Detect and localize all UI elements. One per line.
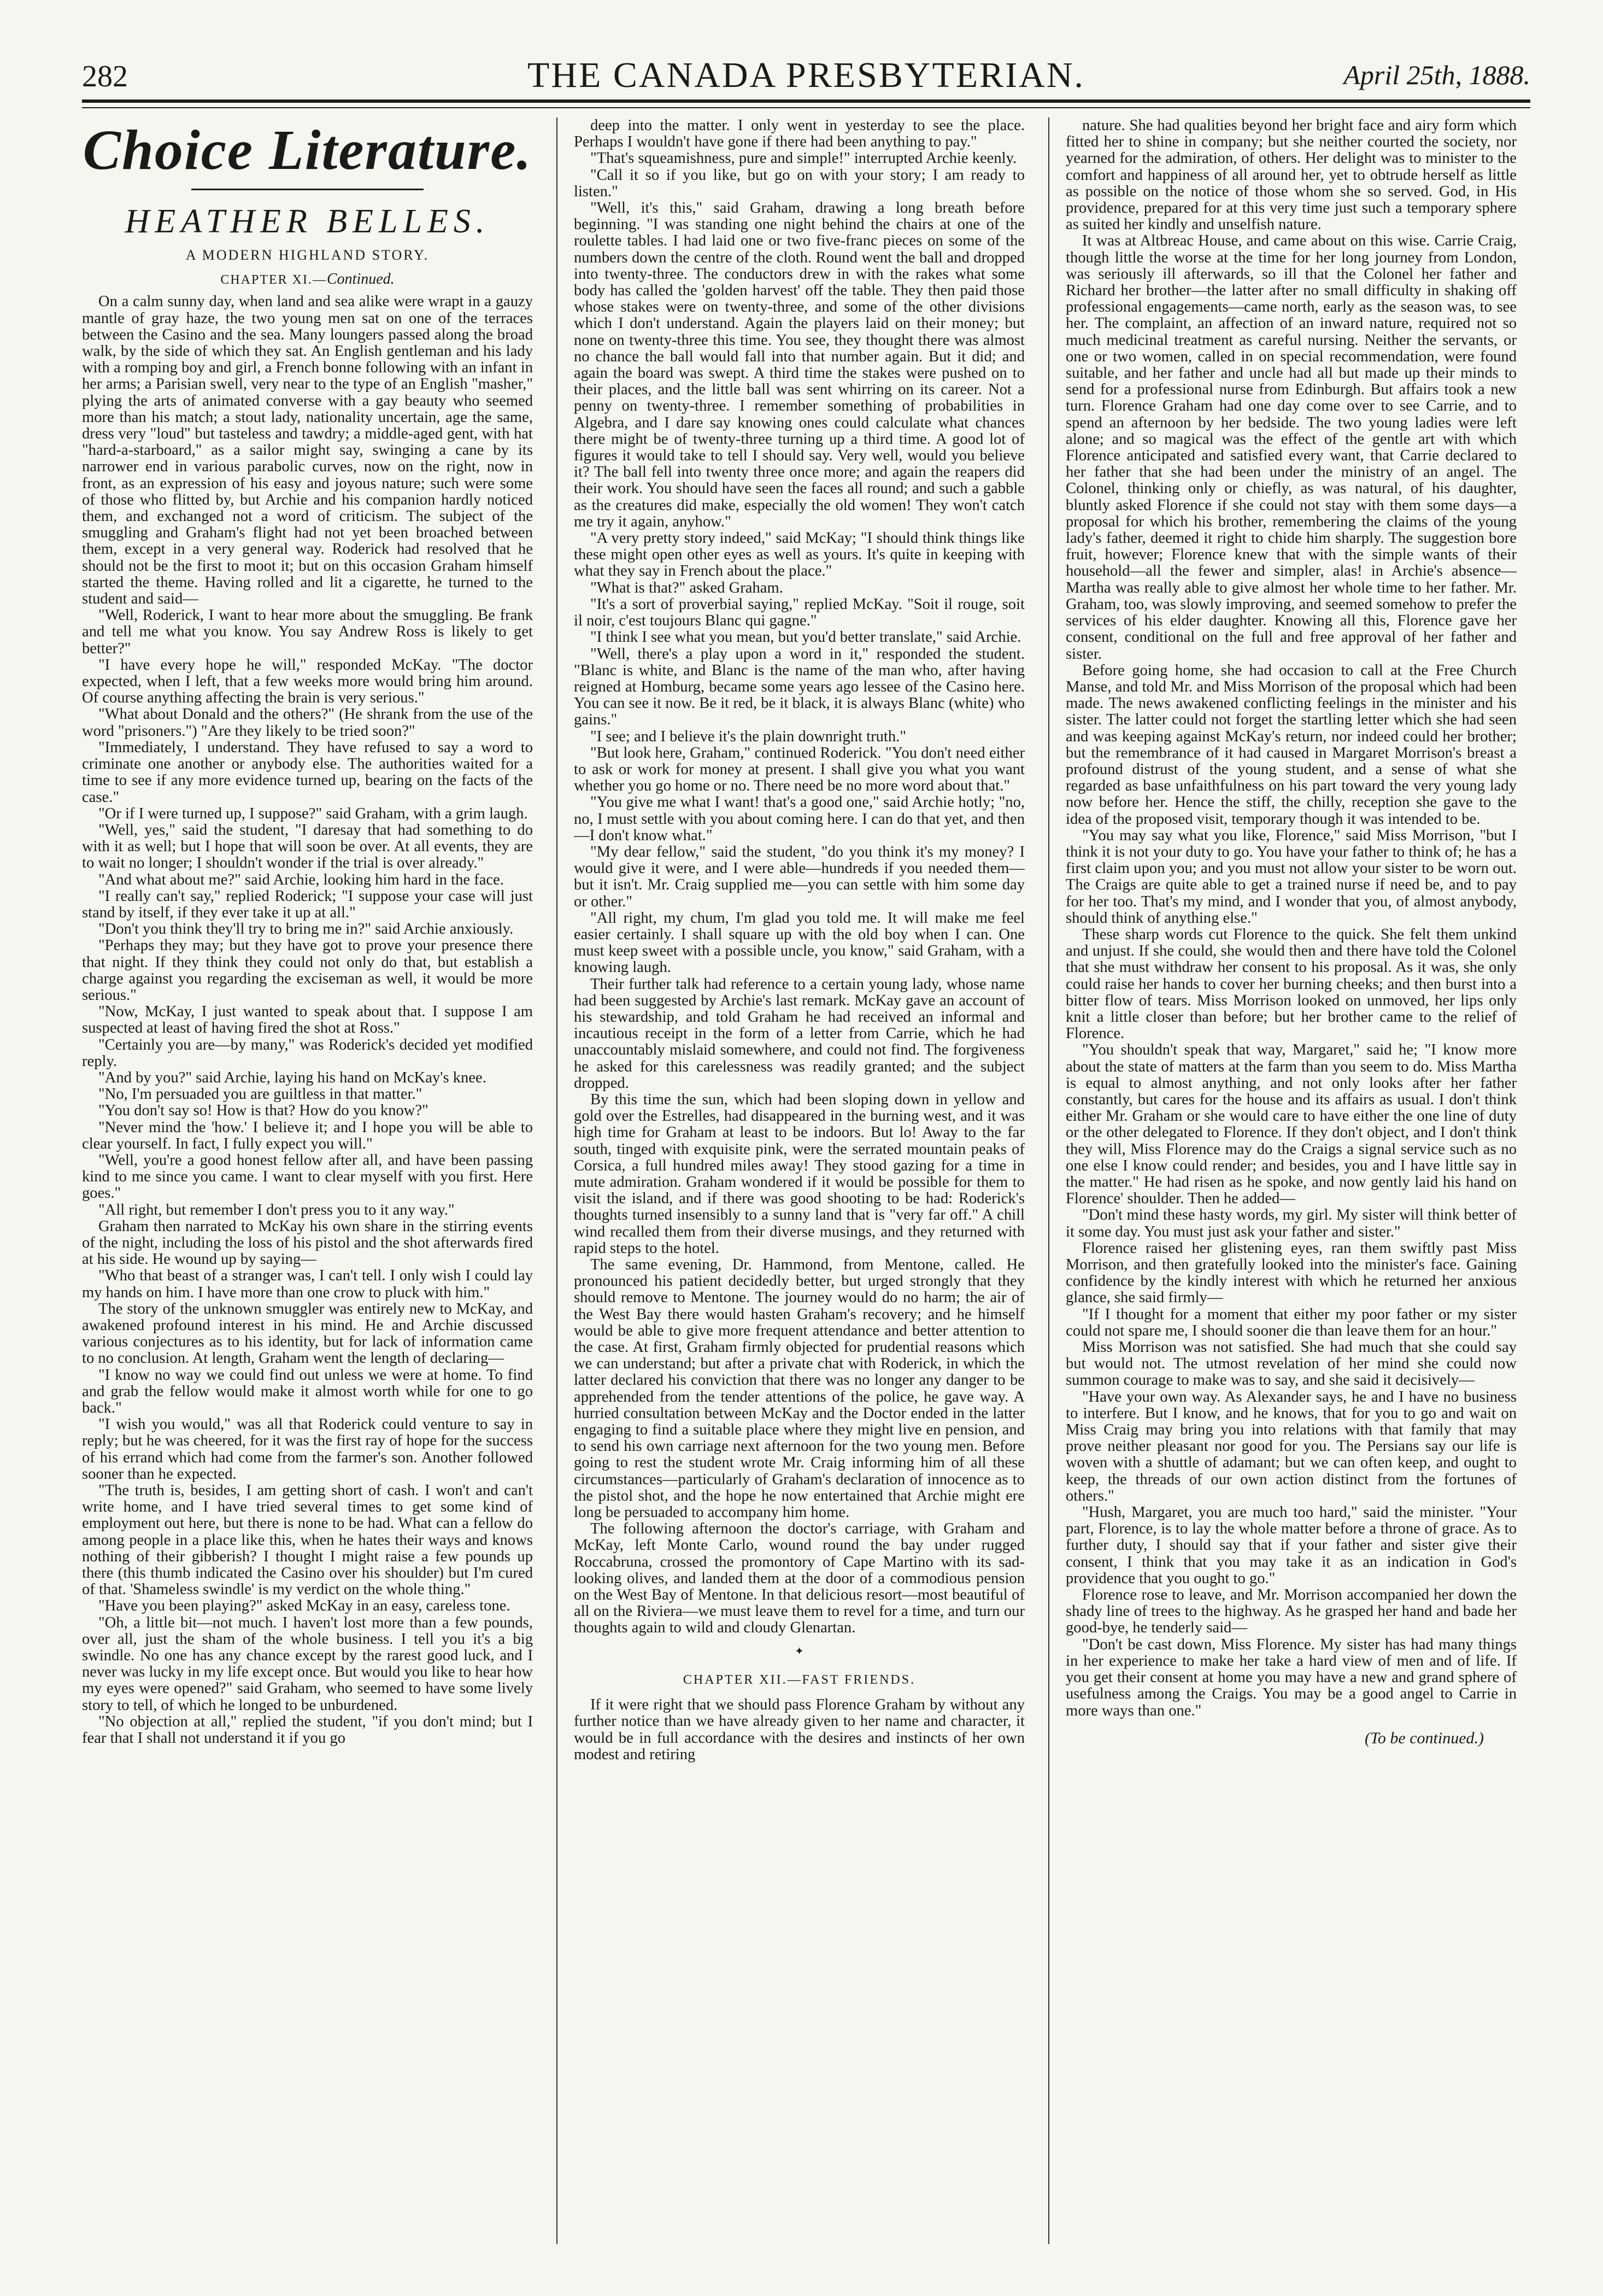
paragraph: "A very pretty story indeed," said McKay; "I should think things like these might open other eyes as well as yours. It's quite in keeping with what they say in French about the place." xyxy=(574,530,1025,580)
paragraph: "Well, Roderick, I want to hear more about the smuggling. Be frank and tell me what you know. You say Andrew Ross is likely to get better?" xyxy=(82,607,533,657)
column-3-body xyxy=(1066,118,1517,1719)
issue-date: April 25th, 1888. xyxy=(1343,60,1530,90)
paragraph: Their further talk had reference to a certain young lady, whose name had been suggested by Archie's last remark. McKay gave an account of his stewardship, and told Graham he had received an informal and incautious receipt in the form of a letter from Carrie, which he had unaccountably mislaid somewhere, and could not find. The forgiveness he asked for this carelessness was readily granted; and the subject dropped. xyxy=(574,975,1025,1092)
paragraph: "All right, but remember I don't press you to it any way." xyxy=(98,1201,455,1219)
paragraph: "My dear fellow," said the student, "do you think it's my money? I would give it were, and I were able—hundreds if you needed them—but it isn't. Mr. Craig supplied me—you can settle with him some day or other." xyxy=(574,843,1025,910)
paragraph: "Now, McKay, I just wanted to speak about that. I suppose I am suspected at least of having fired the shot at Ross." xyxy=(82,1003,533,1037)
paragraph: "Have you been playing?" asked McKay in an easy, careless tone. xyxy=(98,1597,510,1615)
paragraph: "Who that beast of a stranger was, I can't tell. I only wish I could lay my hands on him. I have more than one crow to pluck with him." xyxy=(82,1267,533,1301)
header-rule-thin xyxy=(82,107,1530,108)
paragraph: Graham then narrated to McKay his own share in the stirring events of the night, including the loss of his pistol and the shot afterwards fired at his side. He wound up by saying— xyxy=(82,1217,533,1268)
paragraph: On a calm sunny day, when land and sea alike were wrapt in a gauzy mantle of gray haze, the two young men sat on one of the terraces between the Casino and the sea. Many loungers passed along the broad walk, by the side of which they sat. An English gentleman and his lady with a romping boy and girl, a French bonne following with an infant in her arms; a Parisian swell, very near to the type of an English "masher," plying the arts of animated converse with a gay beauty who seemed more than his match; a stout lady, nationality uncertain, age the same, dress very "loud" but tasteless and tawdry; a middle-aged gent, with hat "hard-a-starboard," as a sailor might say, swinging a cane by its narrower end in various parabolic curves, now on the right, now in front, as an expression of his easy and joyous nature; such were some of those who flitted by, but Archie and his companion hardly noticed them, and exchanged not a word of criticism. The subject of the smuggling and Graham's flight had not yet been broached between them, except in a very general way. Roderick had resolved that he should not be the first to moot it; but on this occasion Graham himself started the theme. Having rolled and lit a cigarette, he turned to the student and said— xyxy=(82,293,533,608)
paragraph: Florence rose to leave, and Mr. Morrison accompanied her down the shady line of trees to the highway. As he grasped her hand and bade her good-bye, he tenderly said— xyxy=(1066,1586,1517,1637)
paragraph: "Never mind the 'how.' I believe it; and I hope you will be able to clear yourself. In fact, I fully expect you will." xyxy=(82,1118,533,1152)
paragraph: Florence raised her glistening eyes, ran them swiftly past Miss Morrison, and then gratefully looked into the minister's face. Gaining confidence by the kindly interest with which he returned her anxious glance, she said firmly— xyxy=(1066,1239,1517,1307)
paragraph: "The truth is, besides, I am getting short of cash. I won't and can't write home, and I have tried several times to get some kind of employment out here, but there is none to be had. What can a fellow do among people in a place like this, when he hates their ways and knows nothing of their gibberish? I thought I might raise a few pounds up there (this thumb indicated the Casino over his shoulder) but I'm cured of that. 'Shameless swindle' is my verdict on the whole thing." xyxy=(82,1482,533,1598)
chapter-note: Continued. xyxy=(327,271,395,288)
paragraph: "Certainly you are—by many," was Roderick's decided yet modified reply. xyxy=(82,1036,533,1070)
paragraph: "All right, my chum, I'm glad you told me. It will make me feel easier certainly. I shall square up with the old boy when I can. One must keep sweet with a possible uncle, you know," said Graham, with a knowing laugh. xyxy=(574,909,1025,976)
chapter-heading xyxy=(82,271,533,288)
paragraph: "Perhaps they may; but they have got to prove your presence there that night. If they think they could not only do that, but establish a charge against you regarding the exciseman as well, it would be more serious." xyxy=(82,937,533,1004)
paragraph: "I really can't say," replied Roderick; "I suppose your case will just stand by itself, if they ever take it up at all." xyxy=(82,887,533,921)
paragraph: "Well, there's a play upon a word in it," responded the student. "Blanc is white, and Blanc is the name of the man who, after having reigned at Homburg, became some years ago lessee of the Casino here. You can see it now. Be it red, be it black, it is always Blanc (white) who gains." xyxy=(574,645,1025,729)
paragraph: "Well, you're a good honest fellow after all, and have been passing kind to me since you came. I want to clear myself with you first. Here goes." xyxy=(82,1151,533,1202)
story-subtitle: A MODERN HIGHLAND STORY. xyxy=(185,247,430,263)
paragraph: "Oh, a little bit—not much. I haven't lost more than a few pounds, over all, just the sham of the whole business. I tell you it's a big swindle. No one has any chance except by the rarest good luck, and I never was lucky in my life except once. But would you like to hear how my eyes were opened?" said Graham, who seemed to have some lively story to tell, of which he longed to be unburdened. xyxy=(82,1614,533,1714)
paragraph: Miss Morrison was not satisfied. She had much that she could say but would not. The utmost revelation of her mind she could now summon courage to make was to say, and she said it decisively— xyxy=(1066,1339,1517,1389)
paragraph: "Hush, Margaret, you are much too hard," said the minister. "Your part, Florence, is to lay the whole matter before a throne of grace. As to further duty, I should say that if your father and sister give their consent, I think that you may take it as an indication in God's providence that you ought to go." xyxy=(1066,1504,1517,1587)
paragraph: "Don't you think they'll try to bring me in?" said Archie anxiously. xyxy=(98,921,514,938)
page-header xyxy=(82,55,1530,98)
to-be-continued: (To be continued.) xyxy=(1364,1729,1484,1747)
paragraph: The same evening, Dr. Hammond, from Mentone, called. He pronounced his patient decidedly better, but urged strongly that they should remove to Mentone. The journey would do no harm; the air of the West Bay there would hasten Graham's recovery; and he himself would be able to give more frequent attendance and better attention to the case. At first, Graham firmly objected for prudential reasons which we can understand; but after a private chat with Roderick, in which the latter declared his conviction that there was no longer any danger to be apprehended from the tender attentions of the police, he gave way. A hurried consultation between McKay and the Doctor ended in the latter engaging to find a suitable place where they might live en pension, and to send his own carriage next afternoon for the two young men. Before going to rest the student wrote Mr. Craig informing him of all these circumstances—particularly of Graham's declaration of innocence as to the pistol shot, and the hope he now entertained that Archie might ere long be persuaded to accompany him home. xyxy=(574,1256,1025,1521)
paragraph: It was at Altbreac House, and came about on this wise. Carrie Craig, though little the worse at the time for her long journey from London, was seriously ill afterwards, so ill that the Colonel her father and Richard her brother—the latter after no small difficulty in shaking off professional engagements—came north, early as the season was, to see her. The complaint, an affection of an inward nature, required not so much medicinal treatment as careful nursing. Neither the servants, or one or two women, called in on special recommendation, were found suitable, and her father and uncle had all but made up their minds to send for a professional nurse from Edinburgh. But affairs took a new turn. Florence Graham had one day come over to see Carrie, and to spend an afternoon by her bedside. The two young ladies were left alone; and so magical was the effect of the gentle art with which Florence anticipated and satisfied every want, that Carrie declared to her father that she had been under the ministry of an angel. The Colonel, thinking only or chiefly, as was natural, of his daughter, bluntly asked Florence if she could not stay with them some days—a proposal for which his brother, remembering the claims of the young lady's father, deemed it right to chide him sharply. The suggestion bore fruit, however; Florence knew that with the simple wants of their household—all the fewer and simpler, alas! in Archie's absence—Martha was really able to give almost her whole time to her father. Mr. Graham, too, was slowly improving, and seemed somehow to prefer the services of his elder daughter. Knowing all this, Florence gave her consent, conditional on the full and free approval of her father and sister. xyxy=(1066,232,1517,663)
paragraph: "What is that?" asked Graham. xyxy=(590,579,783,596)
page-number: 282 xyxy=(82,60,128,93)
column-1 xyxy=(82,118,533,2244)
section-title-rule xyxy=(191,189,424,190)
paragraph: "And what about me?" said Archie, looking him hard in the face. xyxy=(98,871,504,888)
chapter-label: CHAPTER XI.— xyxy=(220,273,327,288)
paragraph: "Well, it's this," said Graham, drawing a long breath before beginning. "I was standing one night behind the chairs at one of the roulette tables. I had laid one or two five-franc pieces on some of the numbers down the centre of the cloth. Round went the ball and dropped into twenty-three. The conductors drew in with the rakes what some body has called the 'golden harvest' off the table. They then paid those whose stakes were on twenty-three, and some of the other divisions which I don't understand. Again the players laid on their money; but none on twenty-three this time. You see, they thought there was almost no chance the ball would fall into that number again. But it did; and again the board was swept. A third time the stakes were pushed on to their places, and the little ball was sent whirring on its career. Not a penny on twenty-three. I remember something of probabilities in Algebra, and I dare say knowing ones could calculate what chances there might be of twenty-three turning up a third time. A good lot of figures it would take to tell I should say. Very well, would you believe it? The ball fell into twenty three once more; and again the reapers did their work. You should have seen the faces all round; and such a gabble as the creatures did make, especially the old women! They won't catch me try it again, anyhow." xyxy=(574,200,1025,530)
paragraph: "You may say what you like, Florence," said Miss Morrison, "but I think it is not your duty to go. You have your father to think of; he has a first claim upon you; and you must not allow your sister to be worn out. The Craigs are quite able to get a trained nurse if need be, and to pay for her too. That's my mind, and I wonder that you, of almost anybody, should think of anything else." xyxy=(1066,827,1517,927)
paragraph: "Don't mind these hasty words, my girl. My sister will think better of it some day. You must just ask your father and sister." xyxy=(1066,1206,1517,1240)
paragraph: "But look here, Graham," continued Roderick. "You don't need either to ask or work for money at present. I shall give you what you want whether you go home or no. There need be no more word about that." xyxy=(574,744,1025,795)
paragraph: "I think I see what you mean, but you'd better translate," said Archie. xyxy=(590,629,1021,646)
paragraph: "Have your own way. As Alexander says, he and I have no business to interfere. But I know, and he knows, that for you to go and wait on Miss Craig may bring you into relations with that family that may prove neither pleasant nor good for you. The Persians say our life is woven with a shuttle of adamant; but we can often keep, and ought to keep, the threads of our own action distinct from the fortunes of others." xyxy=(1066,1388,1517,1504)
paragraph: The following afternoon the doctor's carriage, with Graham and McKay, left Monte Carlo, wound round the bay under rugged Roccabruna, crossed the promontory of Cape Martino with its sad-looking olives, and landed them at the door of a commodious pension on the West Bay of Mentone. In that delicious resort—most beautiful of all on the Riviera—we must leave them to revel for a time, and turn our thoughts again to wild and cloudy Glenartan. xyxy=(574,1520,1025,1637)
story-title: HEATHER BELLES. xyxy=(125,203,490,240)
paragraph: "And by you?" said Archie, laying his hand on McKay's knee. xyxy=(98,1069,486,1086)
chapter-12-heading: CHAPTER XII.—FAST FRIENDS. xyxy=(683,1672,916,1687)
paragraph: By this time the sun, which had been sloping down in yellow and gold over the Estrelles, had disappeared in the burning west, and it was high time for Graham at least to be indoors. But lo! Away to the far south, tinged with exquisite pink, were the serrated mountain peaks of Corsica, a full hundred miles away! They stood gazing for a time in mute admiration. Graham wondered if it would be possible for them to visit the island, and if there was good shooting to be had: Roderick's thoughts turned insensibly to a sunny land that is "very far off." A chill wind recalled them from their diverse musings, and they returned with rapid steps to the hotel. xyxy=(574,1091,1025,1257)
header-rule-thick xyxy=(82,99,1530,103)
paragraph: "Don't be cast down, Miss Florence. My sister has had many things in her experience to make her take a hard view of men and of life. If you get their consent at home you may have a new and grand sphere of usefulness among the Craigs. You may be a good angel to Carrie in more ways than one." xyxy=(1066,1636,1517,1719)
paragraph: "I have every hope he will," responded McKay. "The doctor expected, when I left, that a few weeks more would bring him around. Of course anything affecting the brain is very serious." xyxy=(82,656,533,707)
paragraph: "You don't say so! How is that? How do you know?" xyxy=(98,1102,428,1120)
paragraph: "If I thought for a moment that either my poor father or my sister could not spare me, I should sooner die than leave them for an hour." xyxy=(1066,1305,1517,1339)
paragraph: Before going home, she had occasion to call at the Free Church Manse, and told Mr. and Miss Morrison of the proposal which had been made. The news awakened conflicting feelings in the minister and his sister. The latter could not forget the startling letter which she had seen and was keeping against McKay's return, nor indeed could her brother; but the remembrance of it had caused in Margaret Morrison's breast a profound distrust of the young student, and a sense of what she regarded as base unfaithfulness on his part toward the very young lady now before her. Hence the stiff, the chilly, reception she gave to the idea of the proposed visit, temporary though it was intended to be. xyxy=(1066,661,1517,828)
column-divider-1 xyxy=(556,118,557,2244)
paragraph: "What about Donald and the others?" (He shrank from the use of the word "prisoners.") "Are they likely to be tried soon?" xyxy=(82,706,533,740)
section-title: Choice Literature. xyxy=(83,119,532,181)
journal-title: THE CANADA PRESBYTERIAN. xyxy=(527,55,1085,95)
paragraph: "No, I'm persuaded you are guiltless in that matter." xyxy=(98,1086,422,1103)
column-divider-2 xyxy=(1048,118,1049,2244)
paragraph: "Call it so if you like, but go on with your story; I am ready to listen." xyxy=(574,166,1025,200)
paragraph: "Or if I were turned up, I suppose?" said Graham, with a grim laugh. xyxy=(98,805,528,822)
paragraph: nature. She had qualities beyond her bright face and airy form which fitted her to shine in company; but she neither courted the society, nor yearned for the admiration, of others. Her delight was to minister to the comfort and happiness of all around her, yet to obtrude herself as little as possible on the notice of those whom she so served. God, in His providence, prepared for at this very time just such a temporary sphere as suited her kindly and unselfish nature. xyxy=(1066,118,1517,233)
paragraph: "Well, yes," said the student, "I daresay that had something to do with it as well; but I hope that will soon be over. At all events, they are to wait no longer; I shouldn't wonder if the trial is over already." xyxy=(82,821,533,872)
paragraph: "I know no way we could find out unless we were at home. To find and grab the fellow would make it almost worth while for one to go back." xyxy=(82,1366,533,1417)
column-2-body-b xyxy=(574,1697,1025,1763)
paragraph: "I see; and I believe it's the plain downright truth." xyxy=(590,728,906,745)
paragraph: deep into the matter. I only went in yesterday to see the place. Perhaps I wouldn't have gone if there had been anything to pay." xyxy=(574,118,1025,151)
column-2 xyxy=(574,118,1025,2244)
paragraph: The story of the unknown smuggler was entirely new to McKay, and awakened profound interest in his mind. He and Archie discussed various conjectures as to his identity, but for lack of information came to no conclusion. At length, Graham went the length of declaring— xyxy=(82,1300,533,1367)
paragraph: "You shouldn't speak that way, Margaret," said he; "I know more about the state of matters at the farm than you seem to do. Miss Martha is equal to almost anything, and not only looks after her father constantly, but cares for the house and its affairs as usual. I don't think either Mr. Graham or she would care to have either the one line of duty or the other delegated to Florence. If they don't object, and I don't think they will, Miss Florence may do the Craigs a signal service such as no one else I know could render; and besides, you and I have little say in the matter." He had risen as he spoke, and now gently laid his hand on Florence' shoulder. Then he added— xyxy=(1066,1041,1517,1208)
column-2-body xyxy=(574,118,1025,1637)
paragraph: "I wish you would," was all that Roderick could venture to say in reply; but he was cheered, for it was the first ray of hope for the success of his errand which had come from the farmer's son. Another followed sooner than he expected. xyxy=(82,1416,533,1483)
column-1-body xyxy=(82,294,533,1747)
paragraph: "No objection at all," replied the student, "if you don't mind; but I fear that I shall not understand it if you go xyxy=(82,1713,533,1747)
paragraph: "It's a sort of proverbial saying," replied McKay. "Soit il rouge, soit il noir, c'est toujours Blanc qui gagne." xyxy=(574,595,1025,630)
paragraph: "You give me what I want! that's a good one," said Archie hotly; "no, no, I must settle with you about coming here. I can do that yet, and then—I don't know what." xyxy=(574,794,1025,844)
column-3 xyxy=(1066,118,1517,2244)
chapter-separator: ✦ xyxy=(795,1645,804,1657)
paragraph: "That's squeamishness, pure and simple!" interrupted Archie keenly. xyxy=(590,150,1017,167)
paragraph: If it were right that we should pass Florence Graham by without any further notice than we have already given to her name and character, it would be in full accordance with the desires and instincts of her own modest and retiring xyxy=(574,1696,1025,1763)
paragraph: "Immediately, I understand. They have refused to say a word to criminate one another or anybody else. The authorities waited for a time to see if any more evidence turned up, bearing on the facts of the case." xyxy=(82,739,533,806)
paragraph: These sharp words cut Florence to the quick. She felt them unkind and unjust. If she could, she would then and there have told the Colonel that she must withdraw her consent to his proposal. As it was, she only could raise her hands to cover her burning cheeks; and then burst into a bitter flow of tears. Miss Morrison looked on unmoved, her lips only knit a little closer than before; but her brother came to the relief of Florence. xyxy=(1066,926,1517,1042)
